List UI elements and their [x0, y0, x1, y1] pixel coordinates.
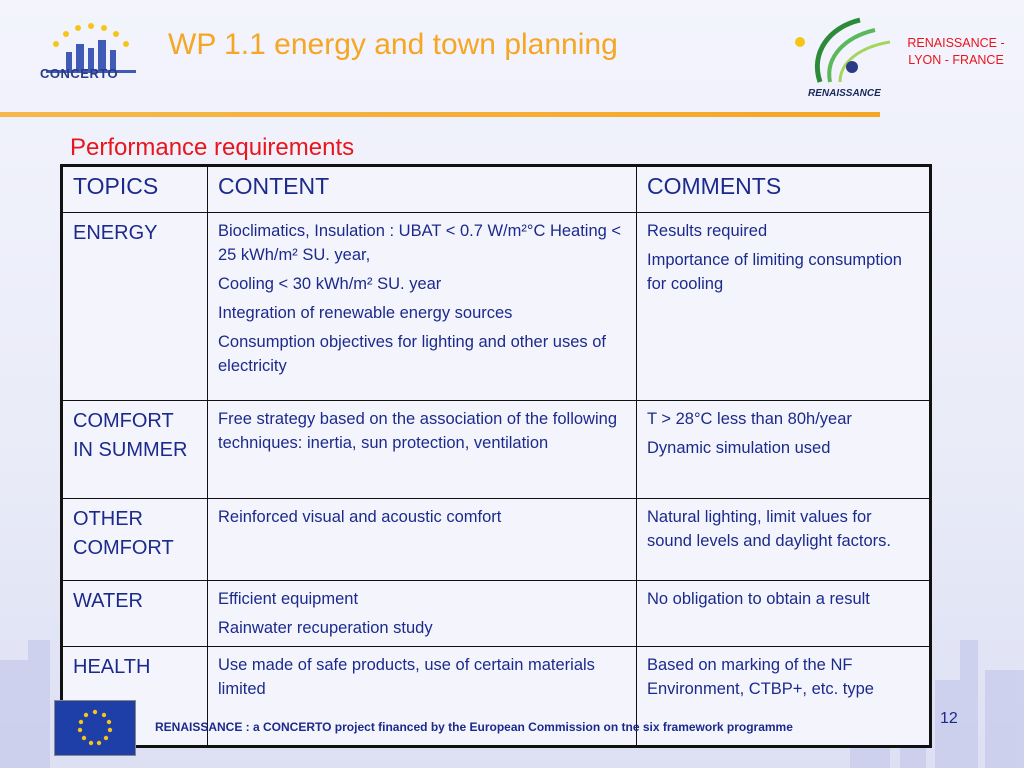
- comment-item: Dynamic simulation used: [647, 439, 831, 457]
- comment-item: No obligation to obtain a result: [647, 590, 870, 608]
- content-item: Cooling < 30 kWh/m² SU. year: [218, 275, 442, 293]
- content-item: Free strategy based on the association of the following techniques: inertia, sun protection, ventilation: [218, 410, 617, 452]
- table-row: [62, 401, 931, 499]
- row-comments: [637, 213, 931, 401]
- comment-item: Results required: [647, 222, 768, 240]
- concerto-logo-text: CONCERTO: [40, 66, 119, 81]
- row-comments: [637, 581, 931, 647]
- content-item: Reinforced visual and acoustic comfort: [218, 508, 502, 526]
- table-row: [62, 499, 931, 581]
- table-header-row: [62, 166, 931, 213]
- comment-item: T > 28°C less than 80h/year: [647, 410, 852, 428]
- row-comments: [637, 401, 931, 499]
- project-location-label: RENAISSANCE - LYON - FRANCE: [907, 36, 1005, 67]
- content-item: Integration of renewable energy sources: [218, 304, 513, 322]
- page-number: 12: [940, 710, 958, 727]
- row-topic: OTHER COMFORT: [62, 499, 208, 581]
- row-topic: WATER: [62, 581, 208, 647]
- row-content: [208, 581, 637, 647]
- section-subtitle: Performance requirements: [70, 134, 355, 161]
- row-content: [208, 213, 637, 401]
- row-topic: ENERGY: [62, 213, 208, 401]
- content-item: Rainwater recuperation study: [218, 619, 433, 637]
- column-header-content: CONTENT: [208, 166, 637, 213]
- comment-item: Natural lighting, limit values for sound levels and daylight factors.: [647, 508, 891, 550]
- table-row: [62, 213, 931, 401]
- row-topic: COMFORT IN SUMMER: [62, 401, 208, 499]
- row-content: [208, 499, 637, 581]
- header-divider: [0, 112, 880, 117]
- row-content: [208, 401, 637, 499]
- slide-title: WP 1.1 energy and town planning: [168, 28, 618, 61]
- content-item: Consumption objectives for lighting and other uses of electricity: [218, 333, 606, 375]
- comment-item: Based on marking of the NF Environment, CTBP+, etc. type: [647, 656, 874, 698]
- content-item: Efficient equipment: [218, 590, 359, 608]
- content-item: Bioclimatics, Insulation : UBAT < 0.7 W/m²°C Heating < 25 kWh/m² SU. year,: [218, 222, 622, 264]
- eu-flag-icon: [54, 700, 136, 756]
- content-item: Use made of safe products, use of certain materials limited: [218, 656, 595, 698]
- concerto-logo: [36, 14, 146, 94]
- performance-requirements-table: [60, 164, 932, 748]
- column-header-comments: COMMENTS: [637, 166, 931, 213]
- table-row: [62, 581, 931, 647]
- column-header-topics: TOPICS: [62, 166, 208, 213]
- footer-text: RENAISSANCE : a CONCERTO project financed by the European Commission on tne six framework programme: [155, 720, 793, 734]
- renaissance-logo-text: RENAISSANCE: [808, 88, 881, 99]
- row-comments: [637, 499, 931, 581]
- comment-item: Importance of limiting consumption for cooling: [647, 251, 902, 293]
- row-topic: HEALTH: [62, 647, 208, 747]
